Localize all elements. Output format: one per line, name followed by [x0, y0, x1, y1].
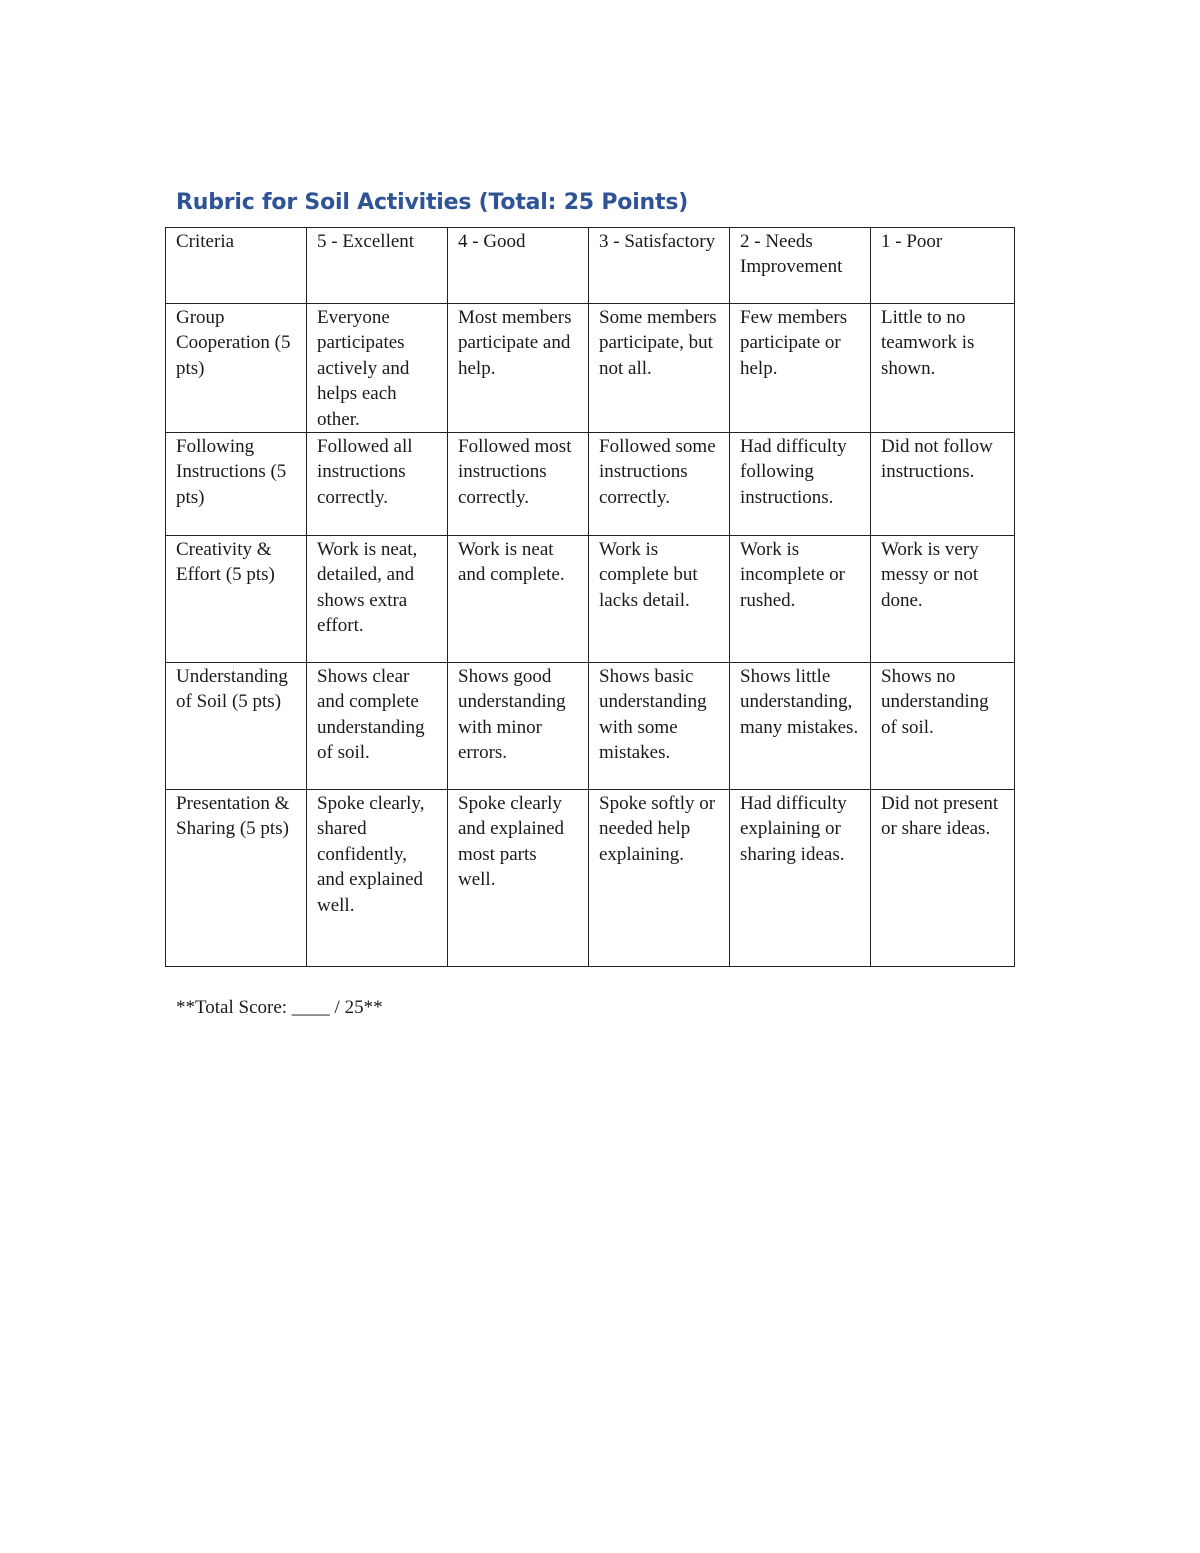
table-cell: Did not follow instructions.	[871, 433, 1015, 536]
criteria-cell: Presentation & Sharing (5 pts)	[166, 790, 307, 967]
table-cell: Followed all instructions correctly.	[307, 433, 448, 536]
table-cell: Shows no understanding of soil.	[871, 663, 1015, 790]
table-cell: Few members participate or help.	[730, 304, 871, 433]
document-title: Rubric for Soil Activities (Total: 25 Points)	[176, 190, 689, 215]
header-satisfactory: 3 - Satisfactory	[589, 228, 730, 304]
header-criteria: Criteria	[166, 228, 307, 304]
table-cell: Work is very messy or not done.	[871, 536, 1015, 663]
table-cell: Work is neat and complete.	[448, 536, 589, 663]
table-cell: Spoke clearly and explained most parts well.	[448, 790, 589, 967]
total-score-line: **Total Score: ____ / 25**	[176, 997, 383, 1018]
criteria-cell: Understanding of Soil (5 pts)	[166, 663, 307, 790]
table-cell: Did not present or share ideas.	[871, 790, 1015, 967]
table-cell: Some members participate, but not all.	[589, 304, 730, 433]
header-poor: 1 - Poor	[871, 228, 1015, 304]
table-cell: Most members participate and help.	[448, 304, 589, 433]
table-cell: Shows clear and complete understanding of soil.	[307, 663, 448, 790]
table-row	[166, 790, 1015, 967]
table-cell: Little to no teamwork is shown.	[871, 304, 1015, 433]
table-cell: Had difficulty explaining or sharing ideas.	[730, 790, 871, 967]
header-needs-improvement: 2 - Needs Improvement	[730, 228, 871, 304]
table-header-row	[166, 228, 1015, 304]
table-cell: Had difficulty following instructions.	[730, 433, 871, 536]
header-good: 4 - Good	[448, 228, 589, 304]
rubric-table	[165, 227, 1015, 967]
table-cell: Work is neat, detailed, and shows extra effort.	[307, 536, 448, 663]
table-row	[166, 304, 1015, 433]
table-cell: Work is incomplete or rushed.	[730, 536, 871, 663]
table-cell: Work is complete but lacks detail.	[589, 536, 730, 663]
criteria-cell: Group Cooperation (5 pts)	[166, 304, 307, 433]
criteria-cell: Creativity & Effort (5 pts)	[166, 536, 307, 663]
table-row	[166, 433, 1015, 536]
table-cell: Spoke clearly, shared confidently, and explained well.	[307, 790, 448, 967]
table-cell: Shows basic understanding with some mistakes.	[589, 663, 730, 790]
table-cell: Followed most instructions correctly.	[448, 433, 589, 536]
criteria-cell: Following Instructions (5 pts)	[166, 433, 307, 536]
table-row	[166, 663, 1015, 790]
table-cell: Spoke softly or needed help explaining.	[589, 790, 730, 967]
table-cell: Followed some instructions correctly.	[589, 433, 730, 536]
table-cell: Shows little understanding, many mistakes.	[730, 663, 871, 790]
table-cell: Everyone participates actively and helps each other.	[307, 304, 448, 433]
table-row	[166, 536, 1015, 663]
header-excellent: 5 - Excellent	[307, 228, 448, 304]
table-cell: Shows good understanding with minor errors.	[448, 663, 589, 790]
